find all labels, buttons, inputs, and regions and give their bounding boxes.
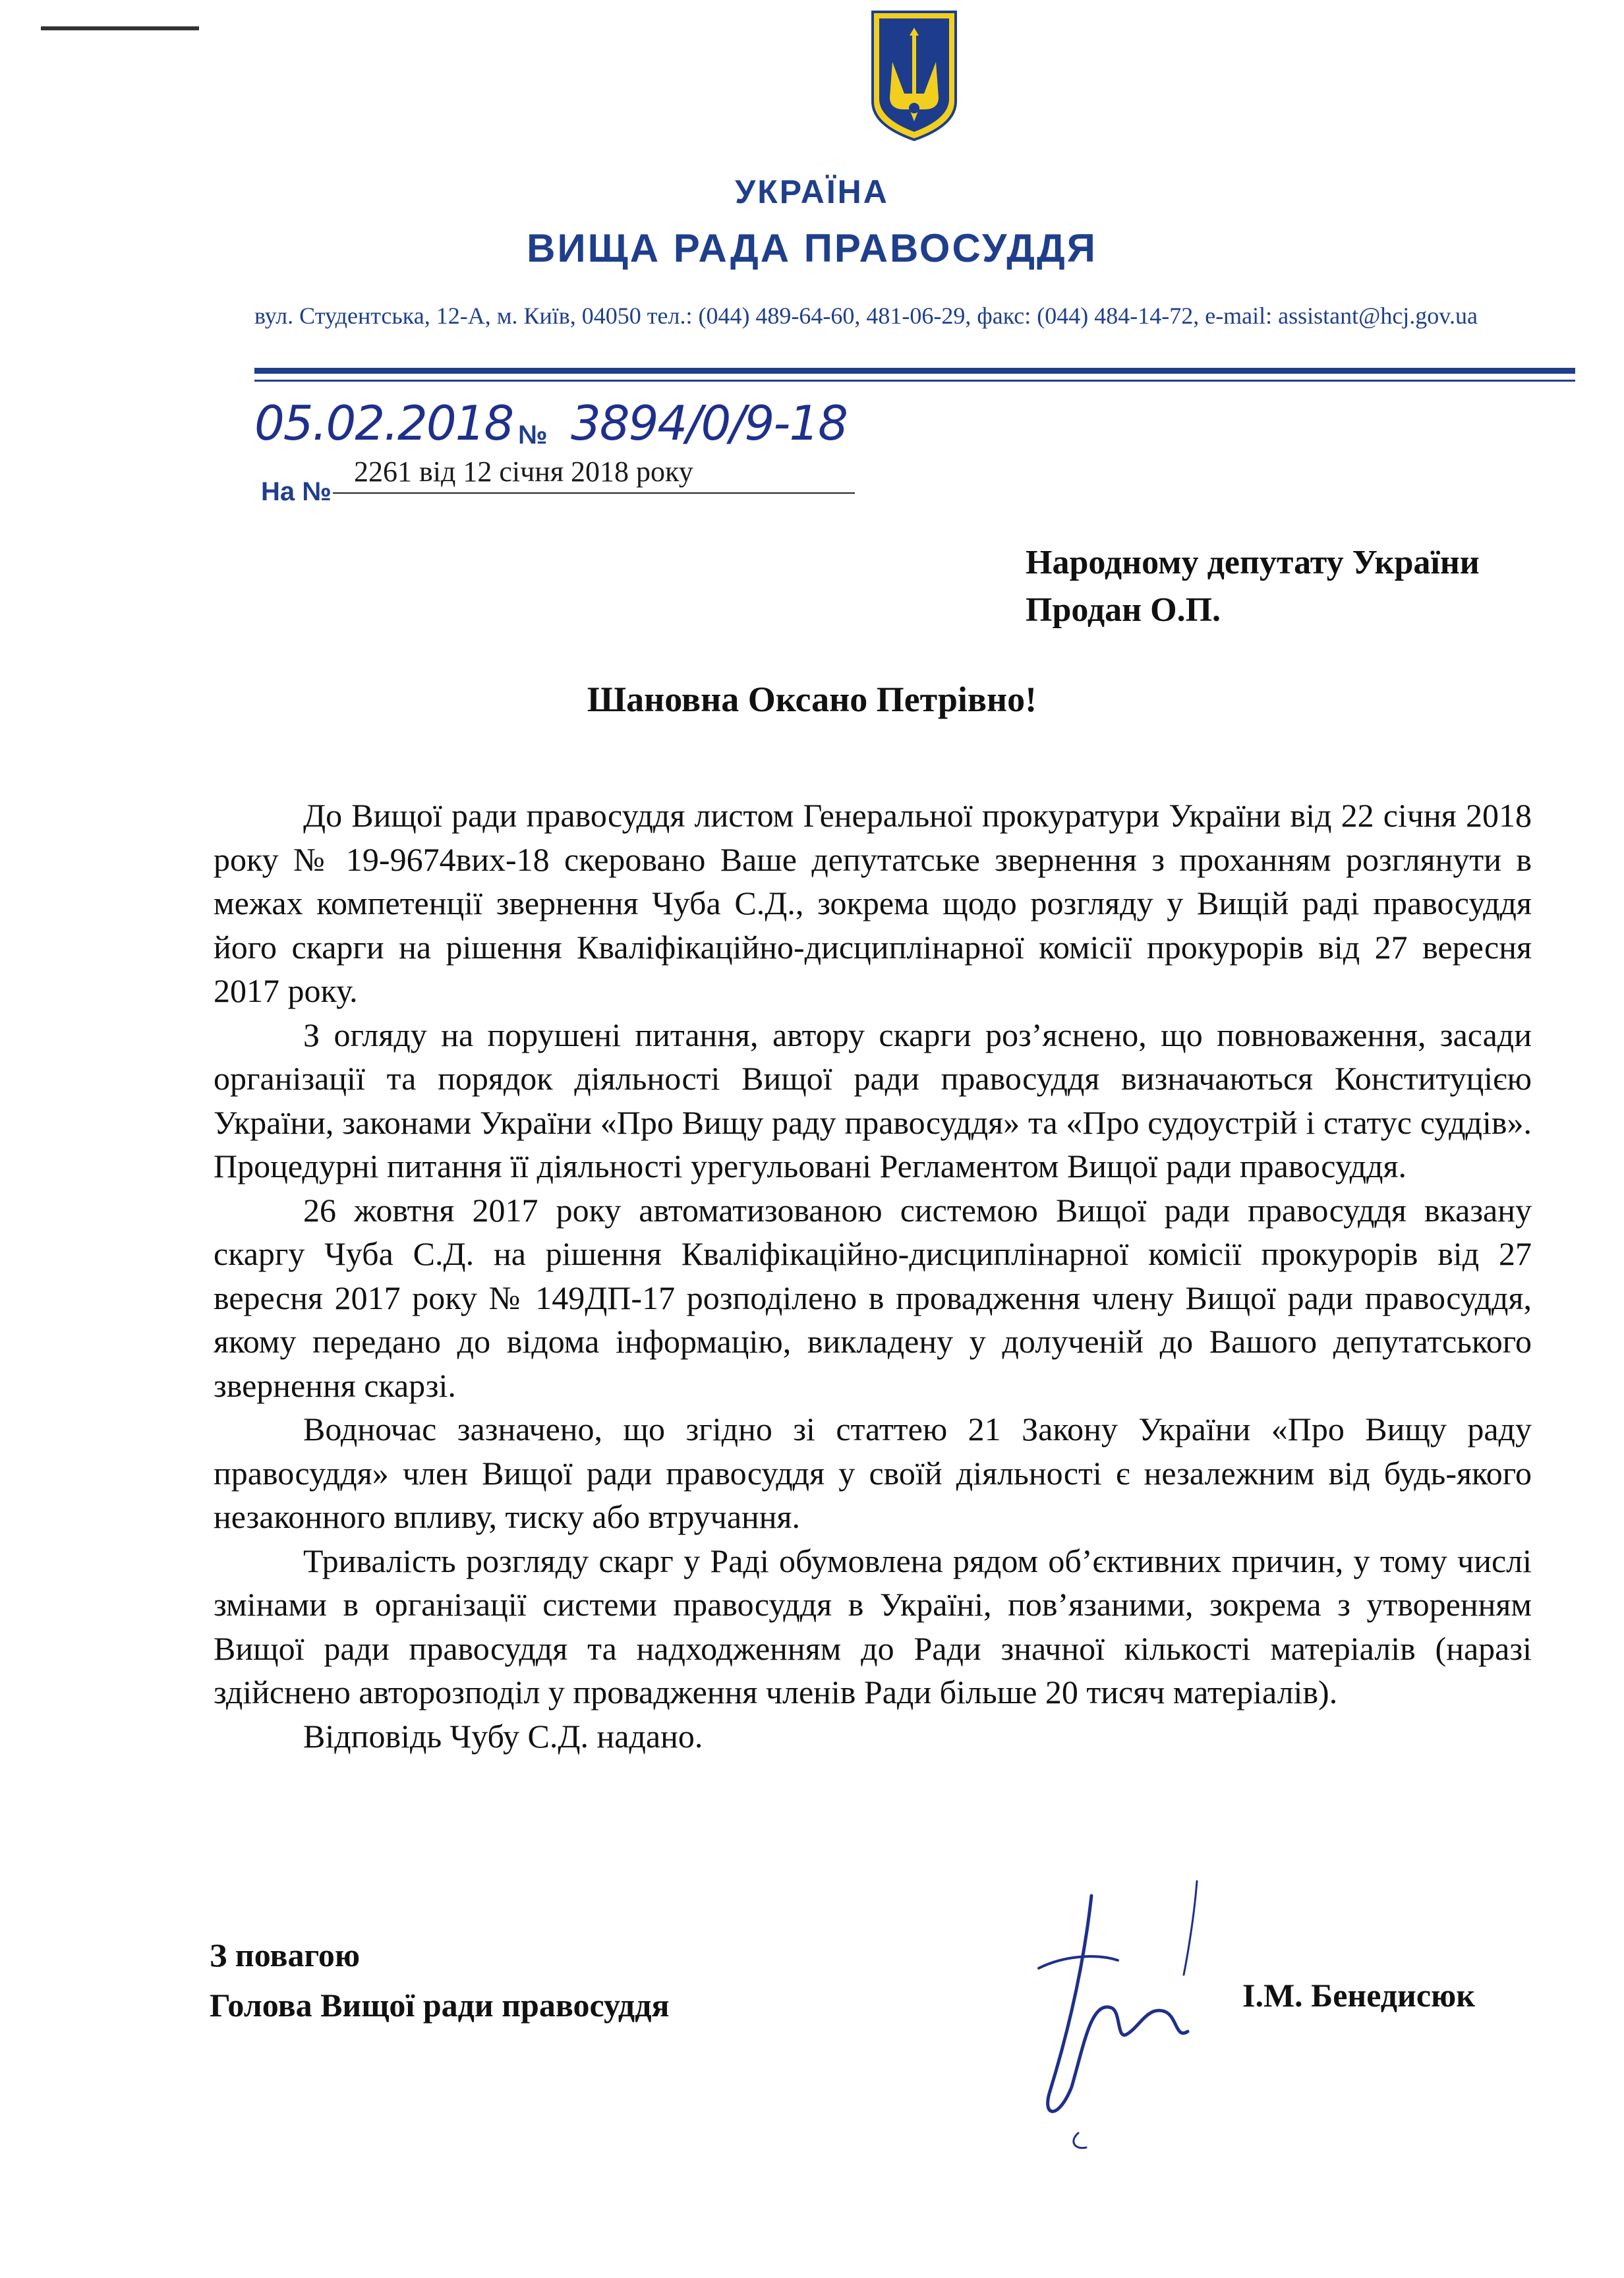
country-heading: УКРАЇНА [735,173,889,210]
coat-of-arms-icon [870,9,958,142]
outgoing-number: 3894/0/9-18 [571,395,847,451]
addressee-name: Продан О.П. [1026,591,1221,629]
letter-body [214,794,1532,1758]
outgoing-date: 05.02.2018 [254,395,513,451]
reference-value: 2261 від 12 січня 2018 року [333,455,855,494]
signer-position: Голова Вищої ради правосуддя [210,1987,670,2024]
body-paragraph: До Вищої ради правосуддя листом Генеральної прокуратури України від 22 січня 2018 року № 19-9674вих-18 скеровано Ваше депутатське звернення з проханням розглянути в межах компетенції звернення Чуба С.Д., зокрема щодо розгляду у Вищій раді правосуддя його скарги на рішення Кваліфікаційно-дисциплінарної комісії прокурорів від 27 вересня 2017 року. [214,797,1532,1009]
closing-regards: З повагою [210,1937,361,1973]
organization-name: ВИЩА РАДА ПРАВОСУДДЯ [527,226,1097,270]
outgoing-number-label: № [518,421,548,450]
body-paragraph: З огляду на порушені питання, автору скарги роз’яснено, що повноваження, засади організації та порядок діяльності Вищої ради правосуддя визначаються Конституцією України, законами України «Про Вищу раду правосуддя» та «Про судоустрій і статус суддів». Процедурні питання її діяльності урегульовані Регламентом Вищої ради правосуддя. [214,1016,1532,1184]
body-paragraph: 26 жовтня 2017 року автоматизованою системою Вищої ради правосуддя вказану скаргу Чуба С.Д. на рішення Кваліфікаційно-дисциплінарної комісії прокурорів від 27 вересня 2017 року № 149ДП-17 розподілено в провадження члену Вищої ради правосуддя, якому передано до відома інформацію, викладену у долученій до Вашого депутатського звернення скарзі. [214,1191,1532,1404]
closing-block [210,1930,670,2030]
scan-edge-mark [41,26,199,30]
addressee-block [1026,539,1480,634]
body-paragraph: Тривалість розгляду скарг у Раді обумовлена рядом об’єктивних причин, у тому числі змінами в організації системи правосуддя в Україні, пов’язаними, зокрема з утворенням Вищої ради правосуддя та надходженням до Ради значної кількості матеріалів (наразі здійснено авторозподіл у провадження членів Ради більше 20 тисяч матеріалів). [214,1542,1532,1710]
signer-name: І.М. Бенедисюк [1242,1977,1476,2014]
salutation: Шановна Оксано Петрівно! [587,680,1037,719]
body-paragraph: Водночас зазначено, що згідно зі статтею 21 Закону України «Про Вищу раду правосуддя» член Вищої ради правосуддя у своїй діяльності є незалежним від будь-якого незаконного впливу, тиску або втручання. [214,1411,1532,1535]
reference-label: На № [261,477,332,506]
body-paragraph: Відповідь Чубу С.Д. надано. [303,1717,703,1755]
letterhead-divider [254,368,1575,374]
organization-contacts: вул. Студентська, 12-А, м. Київ, 04050 тел.: (044) 489-64-60, 481-06-29, факс: (044) 484-14-72, e-mail: assistant@hcj.gov.ua [254,303,1478,329]
addressee-title: Народному депутату України [1026,544,1480,581]
handwritten-signature [986,1876,1223,2159]
letterhead-divider-thin [254,380,1575,382]
